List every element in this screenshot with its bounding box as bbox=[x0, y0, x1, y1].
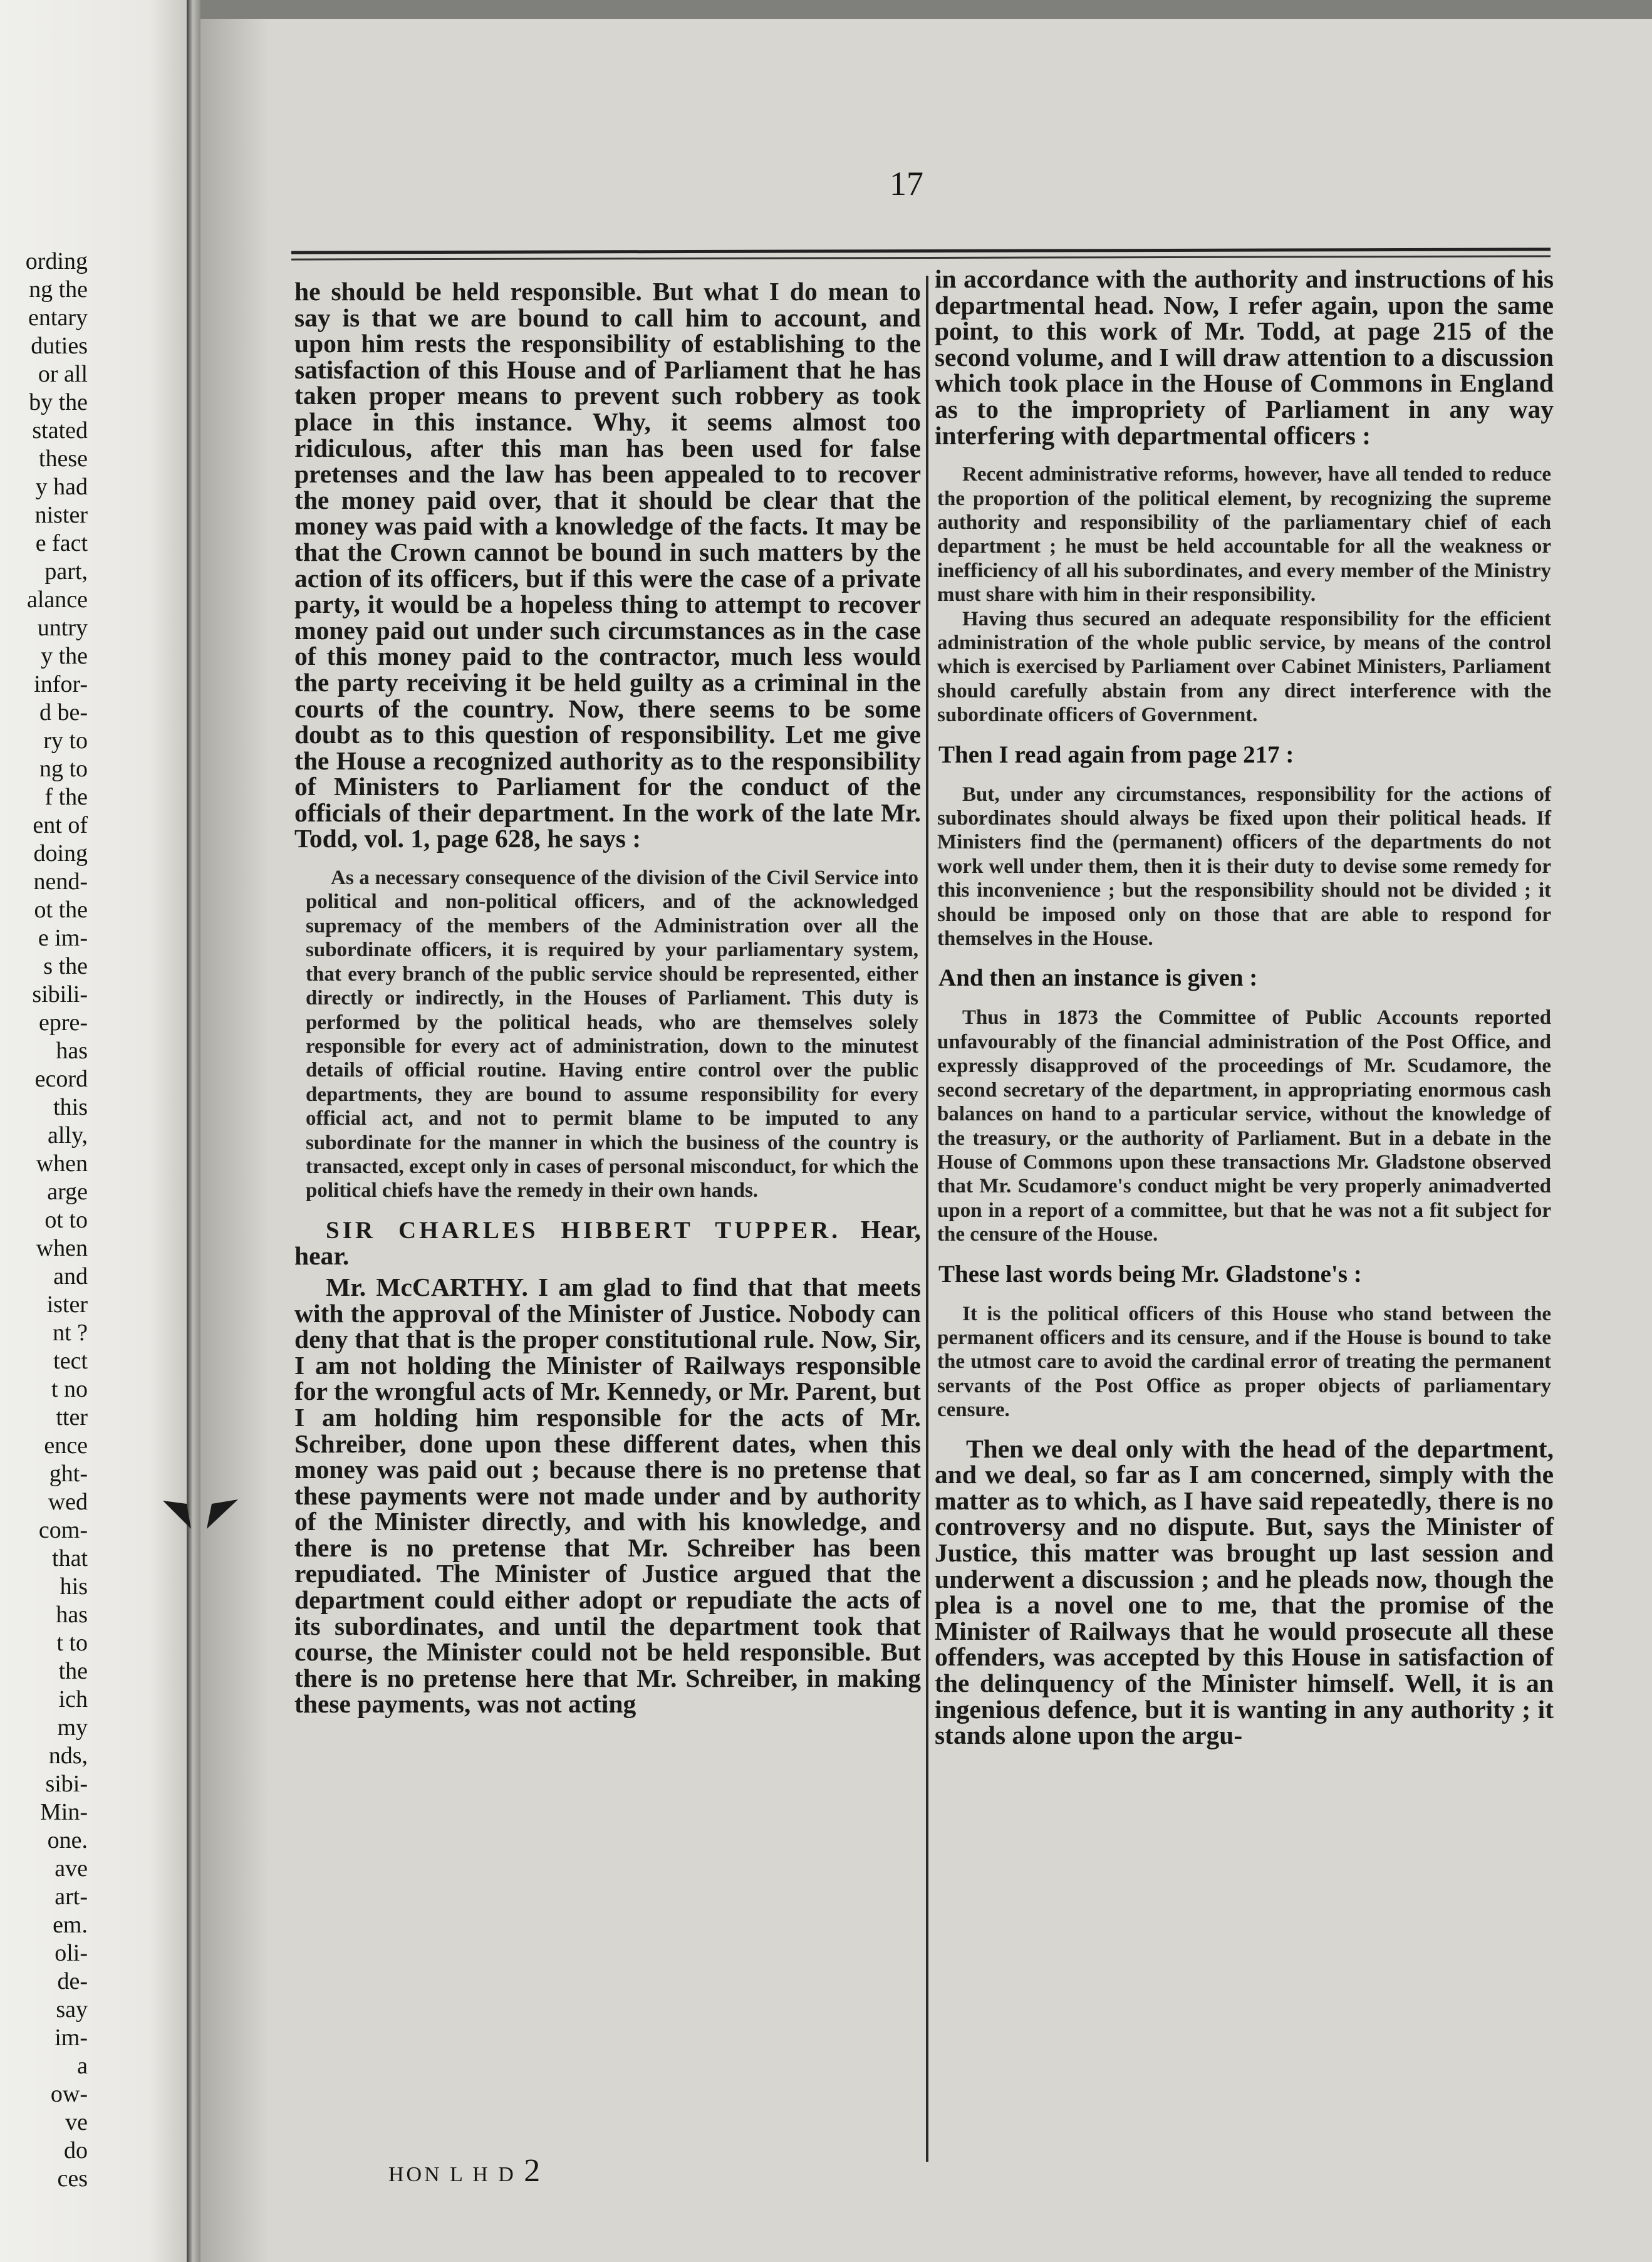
speaker-remark: I am glad to find that that meets with the approval of the Minister of Justice. Nobody can deny that that is the proper constitutional rule. Now, Sir, I am not holding the Minister of Railways responsible for the wrongful acts of Mr. Kennedy, or Mr. Parent, but I am holding him responsible for the acts of Mr. Schreiber, done upon these different dates, when this money was paid out ; because there is no pretense that these payments were not made under and by authority of the Minister directly, and with his knowledge, and there is no pretense that Mr. Schreiber has been repudiated. The Minister of Justice argued that the department could either adopt or repudiate the acts of its subordinates, and until the department took that course, the Minister could not be held responsible. But there is no pretense here that Mr. Schreiber, in making these payments, was not acting bbox=[294, 1272, 922, 1719]
facing-page-line: oli- bbox=[55, 1940, 88, 1966]
facing-page-line: doing bbox=[33, 840, 88, 867]
block-quote bbox=[294, 866, 921, 1203]
facing-page-line: nister bbox=[34, 502, 88, 528]
facing-page-line: my bbox=[57, 1714, 88, 1741]
page-number: 17 bbox=[890, 165, 923, 202]
speaker-name: Mr. McCARTHY. bbox=[326, 1272, 528, 1301]
signature-number: 2 bbox=[524, 2153, 543, 2189]
facing-page-line: duties bbox=[31, 333, 88, 359]
facing-page-line: when bbox=[36, 1150, 88, 1177]
book-gutter bbox=[187, 0, 200, 2262]
facing-page-line: ow- bbox=[50, 2081, 88, 2107]
facing-page-text-fragments bbox=[0, 248, 88, 2193]
facing-page-line: ording bbox=[25, 248, 88, 274]
facing-page-line: and bbox=[53, 1263, 88, 1290]
facing-page-line: arge bbox=[47, 1179, 88, 1205]
speaker-name: SIR CHARLES HIBBERT TUPPER. bbox=[326, 1216, 841, 1244]
facing-page-line: y had bbox=[35, 474, 88, 500]
facing-page-line: tect bbox=[53, 1348, 88, 1374]
facing-page-line: that bbox=[52, 1545, 88, 1571]
facing-page-line: im- bbox=[55, 2025, 88, 2051]
lead-in-line: And then an instance is given : bbox=[938, 964, 1258, 992]
speaker-remark: Hear, hear. bbox=[294, 1214, 922, 1271]
right-quote-3: Thus in 1873 the Committee of Public Accounts reported unfavourably of the financial administration of the Post Office, and expressly disapproved of the proceedings of Mr. Scudamore, the second secretary of the department, in appropriating enormous cash balances on hand to a particular service, without the knowledge of the treasury, or the authority of Parliament. But in a debate in the House of Commons upon these transactions Mr. Gladstone observed that Mr. Scudamore's conduct might be very properly animadverted upon in a report of a committee, but that he was not a fit subject for the censure of the House. bbox=[937, 1006, 1551, 1246]
facing-page-line: ecord bbox=[34, 1066, 88, 1092]
facing-page-line: ence bbox=[44, 1432, 88, 1459]
facing-page-line: ot to bbox=[44, 1207, 88, 1233]
lead-in-line: These last words being Mr. Gladstone's : bbox=[938, 1260, 1362, 1288]
facing-page-line: ot the bbox=[34, 897, 88, 923]
facing-page-line: say bbox=[56, 1996, 88, 2023]
facing-page-line: ent of bbox=[33, 812, 88, 838]
facing-page-line: com- bbox=[38, 1517, 88, 1543]
speech-paragraph bbox=[926, 1436, 1554, 1749]
facing-page-line: e fact bbox=[35, 530, 88, 556]
facing-page-line: e im- bbox=[38, 925, 88, 951]
facing-page-line: ave bbox=[55, 1855, 88, 1882]
facing-page-line: d be- bbox=[39, 699, 88, 726]
facing-page-line: t no bbox=[51, 1376, 88, 1402]
block-quote bbox=[926, 1302, 1554, 1422]
facing-page-line: nds, bbox=[48, 1743, 88, 1769]
left-quote-1: As a necessary consequence of the division of the Civil Service into political and non-political officers, and of the acknowledged supremacy of the members of the Administration over all the subordinate officers, it is required by your parliamentary system, that every branch of the public service should be represented, either directly or indirectly, in the Houses of Parliament. This duty is performed by the political heads, who are themselves solely responsible for every act of administration, down to the minutest details of official routine. Having entire control over the public departments, they are bound to assume responsibility for every official act, and not to permit blame to be imputed to any subordinate for the manner in which the business of the country is transacted, except only in cases of personal misconduct, for which the political chiefs have the remedy in their own hands. bbox=[306, 867, 918, 1202]
facing-page-line: one. bbox=[47, 1827, 88, 1853]
scan-top-border bbox=[200, 0, 1652, 19]
facing-page-line: ght- bbox=[49, 1461, 88, 1487]
right-quote-1a: Recent administrative reforms, however, have all tended to reduce the proportion of the political element, by recognizing the supreme authority and responsibility of the parliamentary chief of each department ; he must be held accountable for all the weakness or inefficiency of all his subordinates, and every member of the Ministry must share with him in their responsibility. bbox=[937, 463, 1551, 607]
facing-page-line: has bbox=[56, 1602, 88, 1628]
facing-page-line: ve bbox=[65, 2109, 88, 2135]
facing-page-line: nend- bbox=[33, 868, 88, 895]
facing-page-line: the bbox=[58, 1658, 88, 1684]
facing-page-line: ces bbox=[57, 2166, 88, 2192]
speech-paragraph bbox=[926, 266, 1554, 449]
facing-page-line: stated bbox=[32, 417, 88, 444]
facing-page-line: or all bbox=[38, 361, 88, 387]
facing-page-line: em. bbox=[53, 1912, 88, 1938]
facing-page-line: f the bbox=[44, 784, 88, 810]
facing-page bbox=[0, 0, 187, 2262]
facing-page-line: sibili- bbox=[32, 981, 88, 1008]
facing-page-line: ister bbox=[46, 1291, 88, 1318]
facing-page-line: de- bbox=[57, 1968, 88, 1994]
facing-page-line: ng to bbox=[39, 756, 88, 782]
block-quote bbox=[926, 1006, 1554, 1246]
facing-page-line: a bbox=[77, 2053, 88, 2079]
facing-page-line: tter bbox=[56, 1404, 88, 1431]
facing-page-line: entary bbox=[28, 305, 88, 331]
speech-paragraph bbox=[294, 279, 921, 852]
facing-page-line: when bbox=[36, 1235, 88, 1261]
facing-page-line: ry to bbox=[43, 727, 88, 754]
facing-page-line: epre- bbox=[38, 1009, 88, 1036]
facing-page-line: art- bbox=[55, 1884, 88, 1910]
right-quote-1b: Having thus secured an adequate responsibility for the efficient administration of the whole public service, by means of the control which is exercised by Parliament over Cabinet Ministers, Parliament should carefully abstain from any direct interference with the subordinate officers of Government. bbox=[937, 607, 1551, 727]
speaker-entry bbox=[294, 1274, 921, 1717]
right-para-5: Then we deal only with the head of the department, and we deal, so far as I am concerned, simply with the matter as to which, as I have said repeatedly, there is no controversy and no dispute. But, says the Minister of Justice, this matter was brought up last session and underwent a discussion ; and he pleads now, though the plea is a novel one to me, that the promise of the Minister of Railways that he would prosecute all these offenders, was accepted by this House in satisfaction of the delinquency of the Minister himself. Well, it is an ingenious defence, but it is wanting in any authority ; it stands alone upon the argu- bbox=[935, 1434, 1554, 1750]
binding-thread-mark bbox=[163, 1494, 238, 1538]
facing-page-line: s the bbox=[43, 953, 88, 979]
facing-page-line: by the bbox=[29, 389, 88, 415]
right-quote-2: But, under any circumstances, responsibility for the actions of subordinates should always be fixed upon their political heads. If Ministers find the (permanent) officers of the departments do not work well under them, then it is their duty to devise some remedy for this inconvenience ; but the responsibility should not be divided ; it should be imposed only on those that are able to respond for themselves in the House. bbox=[937, 783, 1551, 951]
signature-letters: HON L H D bbox=[388, 2163, 516, 2186]
right-column bbox=[926, 266, 1554, 1749]
facing-page-line: nt ? bbox=[53, 1320, 88, 1346]
lead-in-line: Then I read again from page 217 : bbox=[938, 741, 1294, 768]
left-para-1: he should be held responsible. But what I do mean to say is that we are bound to call him to account, and upon him rests the responsibility of establishing to the satisfaction of this House and of Parliament that he has taken proper means to prevent such robbery as took place in this instance. Why, it seems almost too ridiculous, after this man has been used for false pretenses and the law has been appealed to to recover the money paid over, that it should be clear that the money was paid with a knowledge of the facts. It may be that the Crown cannot be bound in such matters by the action of its officers, but if this were the case of a private party, it would be a hopeless thing to attempt to recover money paid out under such circumstances as in the case of this money paid to the contractor, much less would the party receiving it be held guilty as a criminal in the courts of the country. Now, there seems to be some doubt as to this question of responsibility. Let me give the House a recognized authority as to the responsibility of Ministers to Parliament for the conduct of the officials of their department. In the work of the late Mr. Todd, vol. 1, page 628, he says : bbox=[294, 277, 921, 853]
facing-page-line: ng the bbox=[29, 276, 88, 303]
facing-page-line: ally, bbox=[47, 1122, 88, 1149]
left-column bbox=[294, 279, 921, 1717]
facing-page-line: untry bbox=[37, 615, 88, 641]
facing-page-line: has bbox=[56, 1038, 88, 1064]
right-para-1: in accordance with the authority and instructions of his departmental head. Now, I refer again, upon the same point, to this work of Mr. Todd, at page 215 of the second volume, and I will draw attention to a discussion which took place in the House of Commons in England as to the impropriety of Parliament in any way interfering with departmental officers : bbox=[935, 264, 1554, 450]
facing-page-line: part, bbox=[44, 558, 88, 585]
right-quote-4: It is the political officers of this House who stand between the permanent officers and its censure, and if the House is bound to take the utmost care to avoid the cardinal error of treating the permanent servants of the Post Office as proper objects of parliamentary censure. bbox=[937, 1302, 1551, 1422]
speaker-entry bbox=[294, 1214, 922, 1271]
facing-page-line: wed bbox=[48, 1489, 88, 1515]
facing-page-line: do bbox=[64, 2137, 88, 2164]
facing-page-line: this bbox=[53, 1094, 88, 1120]
facing-page-line: Min- bbox=[40, 1799, 88, 1825]
block-quote bbox=[926, 783, 1554, 951]
facing-page-line: alance bbox=[26, 586, 88, 613]
facing-page-line: t to bbox=[56, 1630, 88, 1656]
block-quote bbox=[926, 462, 1554, 727]
facing-page-line: ich bbox=[58, 1686, 88, 1712]
facing-page-line: these bbox=[38, 446, 88, 472]
facing-page-line: infor- bbox=[34, 671, 88, 697]
facing-page-line: y the bbox=[41, 643, 88, 669]
facing-page-line: his bbox=[60, 1573, 88, 1600]
facing-page-line: sibi- bbox=[45, 1771, 88, 1797]
printer-signature bbox=[388, 2152, 543, 2189]
